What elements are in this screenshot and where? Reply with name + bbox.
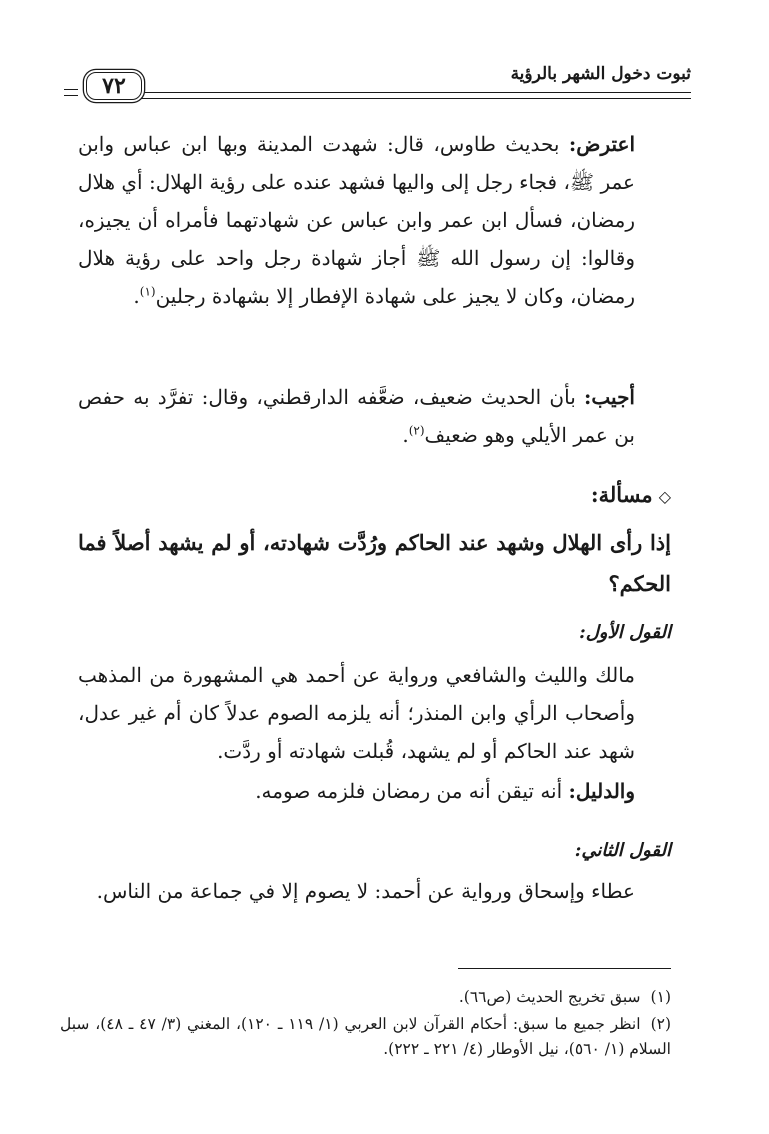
issue-label: مسألة: [590, 482, 653, 507]
first-opinion-evidence [78, 772, 671, 810]
footnote-ref-2: (٢) [408, 423, 425, 438]
diamond-icon: ◇ [658, 487, 671, 506]
page-header [78, 62, 691, 106]
footnote-1-number: (١) [650, 988, 671, 1006]
header-rule [133, 92, 691, 99]
second-opinion [78, 836, 671, 910]
first-opinion-title: القول الأول: [579, 622, 671, 643]
second-opinion-title: القول الثاني: [574, 840, 671, 861]
footnotes [60, 985, 671, 1062]
objection-label: اعترض: [568, 132, 635, 156]
footnote-1 [60, 985, 671, 1010]
objection-end: . [133, 284, 140, 308]
second-opinion-text: عطاء وإسحاق ورواية عن أحمد: لا يصوم إلا في جماعة من الناس. [96, 879, 635, 903]
evidence-label: والدليل: [568, 779, 635, 803]
footnote-separator [458, 968, 671, 969]
footnote-2 [60, 1012, 671, 1062]
answer-label: أجيب: [584, 385, 635, 409]
footnote-1-text: سبق تخريج الحديث (ص٦٦). [458, 988, 641, 1006]
evidence-text: أنه تيقن أنه من رمضان فلزمه صومه. [255, 779, 569, 803]
running-title: ثبوت دخول الشهر بالرؤية [510, 64, 691, 84]
footnote-2-text: انظر جميع ما سبق: أحكام القرآن لابن العربي (١/ ١١٩ ـ ١٢٠)، المغني (٣/ ٤٧ ـ ٤٨)، سبل السلام (١/ ٥٦٠)، نيل الأوطار (٤/ ٢٢١ ـ ٢٢٢). [60, 1015, 671, 1058]
page-number: ٧٢ [86, 72, 142, 100]
answer-text: بأن الحديث ضعيف، ضعَّفه الدارقطني، وقال: تفرَّد به حفص بن عمر الأيلي وهو ضعيف [78, 385, 635, 447]
answer-paragraph [78, 378, 671, 454]
first-opinion-text: مالك والليث والشافعي ورواية عن أحمد هي المشهورة من المذهب وأصحاب الرأي وابن المنذر؛ أنه يلزمه الصوم عدلاً كان أم غير عدل، شهد عند الحاكم أو لم يشهد، قُبلت شهادته أو ردَّت. [78, 663, 635, 763]
answer-end: . [402, 423, 409, 447]
objection-paragraph [78, 125, 671, 315]
first-opinion [78, 618, 671, 810]
objection-text: بحديث طاوس، قال: شهدت المدينة وبها ابن عباس وابن عمر ﷺ، فجاء رجل إلى واليها فشهد عنده على رؤية الهلال: أي هلال رمضان، فسأل ابن عمر وابن عباس عن شهادتهما فأمراه أن يجيزه، وقالوا: إن رسول الله ﷺ أجاز شهادة رجل واحد على رؤية هلال رمضان، وكان لا يجيز على شهادة الإفطار إلا بشهادة رجلين [78, 132, 635, 308]
footnote-2-number: (٢) [650, 1015, 672, 1033]
issue-question-text: إذا رأى الهلال وشهد عند الحاكم ورُدَّت شهادته، أو لم يشهد أصلاً فما الحكم؟ [78, 530, 671, 596]
issue-question [78, 522, 671, 604]
header-dash-bottom [64, 95, 78, 96]
footnote-ref-1: (١) [139, 284, 156, 299]
issue-heading [78, 480, 671, 512]
header-dash-top [64, 89, 78, 90]
